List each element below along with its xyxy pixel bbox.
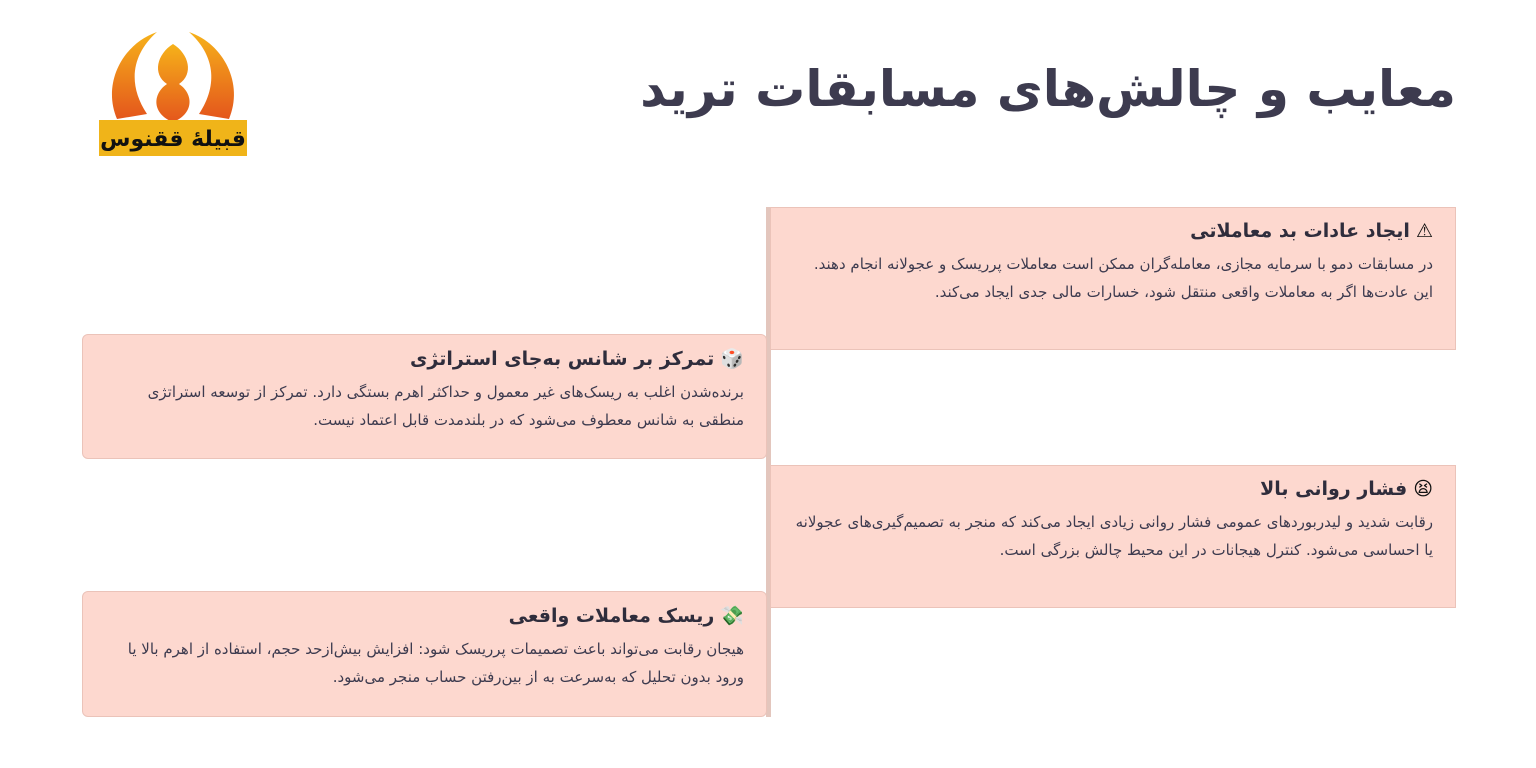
card-heading: تمرکز بر شانس به‌جای استراتژی (409, 347, 715, 370)
warning-icon: ⚠ (1415, 220, 1433, 242)
card-heading: فشار روانی بالا (1260, 478, 1408, 500)
stressed-face-icon: 😫 (1413, 478, 1433, 500)
card-bad-habits (770, 207, 1456, 350)
card-real-risk (82, 591, 767, 717)
card-luck-focus (82, 334, 767, 459)
money-wings-icon: 💸 (720, 605, 744, 627)
card-body: هیجان رقابت می‌تواند باعث تصمیمات پرریسک شود: افزایش بیش‌ازحد حجم، استفاده از اهرم بالا یا ورود بدون تحلیل که به‌سرعت به از بین‌رفتن حساب منجر می‌شود. (127, 640, 744, 686)
card-body: در مسابقات دمو با سرمایه مجازی، معامله‌گران ممکن است معاملات پرریسک و عجولانه انجام دهند. این عادت‌ها اگر به معاملات واقعی منتقل شود، خسارات مالی جدی ایجاد می‌کند. (813, 255, 1433, 301)
card-body: برنده‌شدن اغلب به ریسک‌های غیر معمول و حداکثر اهرم بستگی دارد. تمرکز از توسعه استراتژی منطقی به شانس معطوف می‌شود که در بلندمدت قابل اعتماد نیست. (147, 383, 744, 429)
card-psych-pressure (770, 465, 1456, 608)
card-heading: ایجاد عادات بد معاملاتی (1190, 220, 1410, 242)
svg-text:قبیلهٔ ققنوس: قبیلهٔ ققنوس (100, 127, 246, 152)
phoenix-logo (97, 24, 249, 158)
card-body: رقابت شدید و لیدربوردهای عمومی فشار روانی زیادی ایجاد می‌کند که منجر به تصمیم‌گیری‌های عجولانه یا احساسی می‌شود. کنترل هیجانات در این محیط چالش بزرگی است. (795, 513, 1433, 559)
card-heading: ریسک معاملات واقعی (508, 604, 715, 627)
page-title: معایب و چالش‌های مسابقات ترید (640, 60, 1456, 118)
dice-icon: 🎲 (720, 348, 744, 370)
